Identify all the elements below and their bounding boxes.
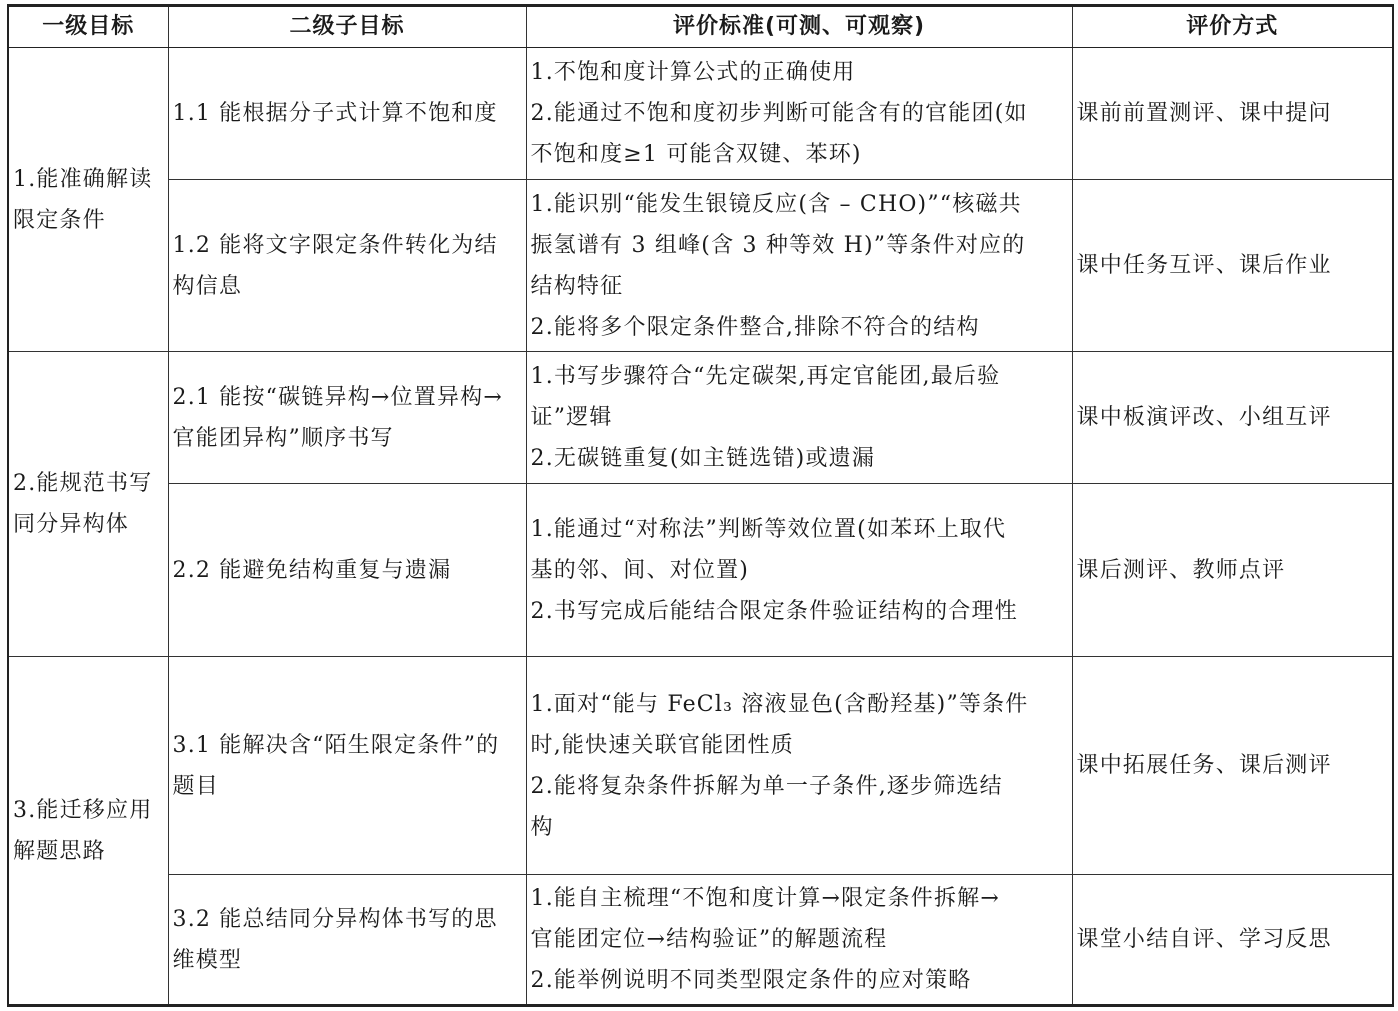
criteria-2-1-line-1: 1.书写步骤符合“先定碳架,再定官能团,最后验: [530, 364, 1001, 389]
subgoal-2-1: [168, 352, 526, 484]
subgoal-3-1: [168, 657, 526, 875]
header-level2-subgoal: 二级子目标: [168, 6, 526, 48]
table-row: [8, 875, 1393, 1006]
header-row: [8, 6, 1393, 48]
header-level1-goal: 一级目标: [8, 6, 168, 48]
subgoal-3-1-line-1: 3.1 能解决含“陌生限定条件”的: [172, 732, 500, 758]
table-row: [8, 484, 1393, 657]
criteria-3-1-line-4: 构: [530, 814, 554, 840]
goal-3-line-2: 解题思路: [13, 838, 106, 864]
criteria-2-2-line-3: 2.书写完成后能结合限定条件验证结构的合理性: [530, 598, 1018, 624]
criteria-1-2: [526, 180, 1072, 352]
criteria-1-1-line-3: 不饱和度≥1 可能含双键、苯环): [530, 142, 862, 167]
goal-3: [8, 657, 168, 1006]
criteria-1-2-line-4: 2.能将多个限定条件整合,排除不符合的结构: [530, 314, 980, 340]
subgoal-3-2-line-1: 3.2 能总结同分异构体书写的思: [172, 906, 498, 932]
criteria-3-2: [526, 875, 1072, 1006]
criteria-2-1-line-3: 2.无碳链重复(如主链选错)或遗漏: [530, 446, 876, 471]
method-3-2: 课堂小结自评、学习反思: [1072, 875, 1393, 1006]
criteria-1-1-line-1: 1.不饱和度计算公式的正确使用: [530, 60, 856, 85]
goal-2-line-1: 2.能规范书写: [13, 471, 153, 496]
table-row: [8, 48, 1393, 180]
subgoal-3-2-line-2: 维模型: [172, 947, 243, 973]
criteria-2-2-line-2: 基的邻、间、对位置): [530, 557, 750, 583]
criteria-3-2-line-3: 2.能举例说明不同类型限定条件的应对策略: [530, 968, 972, 993]
subgoal-1-1-text: 1.1 能根据分子式计算不饱和度: [172, 101, 498, 126]
subgoal-1-2-line-1: 1.2 能将文字限定条件转化为结: [172, 232, 498, 258]
criteria-1-1: [526, 48, 1072, 180]
goal-1: [8, 48, 168, 352]
header-criteria: 评价标准(可测、可观察): [526, 6, 1072, 48]
method-2-2: 课后测评、教师点评: [1072, 484, 1393, 657]
method-3-1: 课中拓展任务、课后测评: [1072, 657, 1393, 875]
criteria-2-2: [526, 484, 1072, 657]
criteria-1-2-line-1: 1.能识别“能发生银镜反应(含 – CHO)”“核磁共: [530, 191, 1022, 217]
criteria-3-1-line-3: 2.能将复杂条件拆解为单一子条件,逐步筛选结: [530, 773, 1003, 799]
method-1-2: 课中任务互评、课后作业: [1072, 180, 1393, 352]
goal-1-line-2: 限定条件: [13, 207, 106, 233]
subgoal-3-2: [168, 875, 526, 1006]
table-row: [8, 180, 1393, 352]
header-method: 评价方式: [1072, 6, 1393, 48]
subgoal-2-1-line-2: 官能团异构”顺序书写: [172, 425, 394, 451]
method-2-1: 课中板演评改、小组互评: [1072, 352, 1393, 484]
criteria-3-2-line-2: 官能团定位→结构验证”的解题流程: [530, 927, 888, 952]
criteria-2-2-line-1: 1.能通过“对称法”判断等效位置(如苯环上取代: [530, 516, 1007, 542]
criteria-3-1-line-2: 时,能快速关联官能团性质: [530, 732, 794, 758]
criteria-2-1: [526, 352, 1072, 484]
subgoal-3-1-line-2: 题目: [172, 773, 219, 799]
table-row: [8, 352, 1393, 484]
goal-2-line-2: 同分异构体: [13, 512, 130, 537]
goal-3-line-1: 3.能迁移应用: [13, 797, 153, 823]
subgoal-2-1-line-1: 2.1 能按“碳链异构→位置异构→: [172, 384, 503, 410]
criteria-2-1-line-2: 证”逻辑: [530, 405, 613, 430]
goal-2: [8, 352, 168, 657]
criteria-3-1-line-1: 1.面对“能与 FeCl₃ 溶液显色(含酚羟基)”等条件: [530, 691, 1029, 717]
subgoal-1-2-line-2: 构信息: [172, 273, 243, 299]
method-1-1: 课前前置测评、课中提问: [1072, 48, 1393, 180]
criteria-1-1-line-2: 2.能通过不饱和度初步判断可能含有的官能团(如: [530, 101, 1028, 126]
subgoal-1-1: [168, 48, 526, 180]
evaluation-table: [7, 4, 1394, 1007]
subgoal-1-2: [168, 180, 526, 352]
table-row: [8, 657, 1393, 875]
criteria-1-2-line-3: 结构特征: [530, 273, 624, 299]
criteria-1-2-line-2: 振氢谱有 3 组峰(含 3 种等效 H)”等条件对应的: [530, 232, 1026, 258]
criteria-3-1: [526, 657, 1072, 875]
subgoal-2-2: [168, 484, 526, 657]
criteria-3-2-line-1: 1.能自主梳理“不饱和度计算→限定条件拆解→: [530, 886, 1001, 911]
goal-1-line-1: 1.能准确解读: [13, 166, 153, 192]
subgoal-2-2-text: 2.2 能避免结构重复与遗漏: [172, 557, 452, 583]
